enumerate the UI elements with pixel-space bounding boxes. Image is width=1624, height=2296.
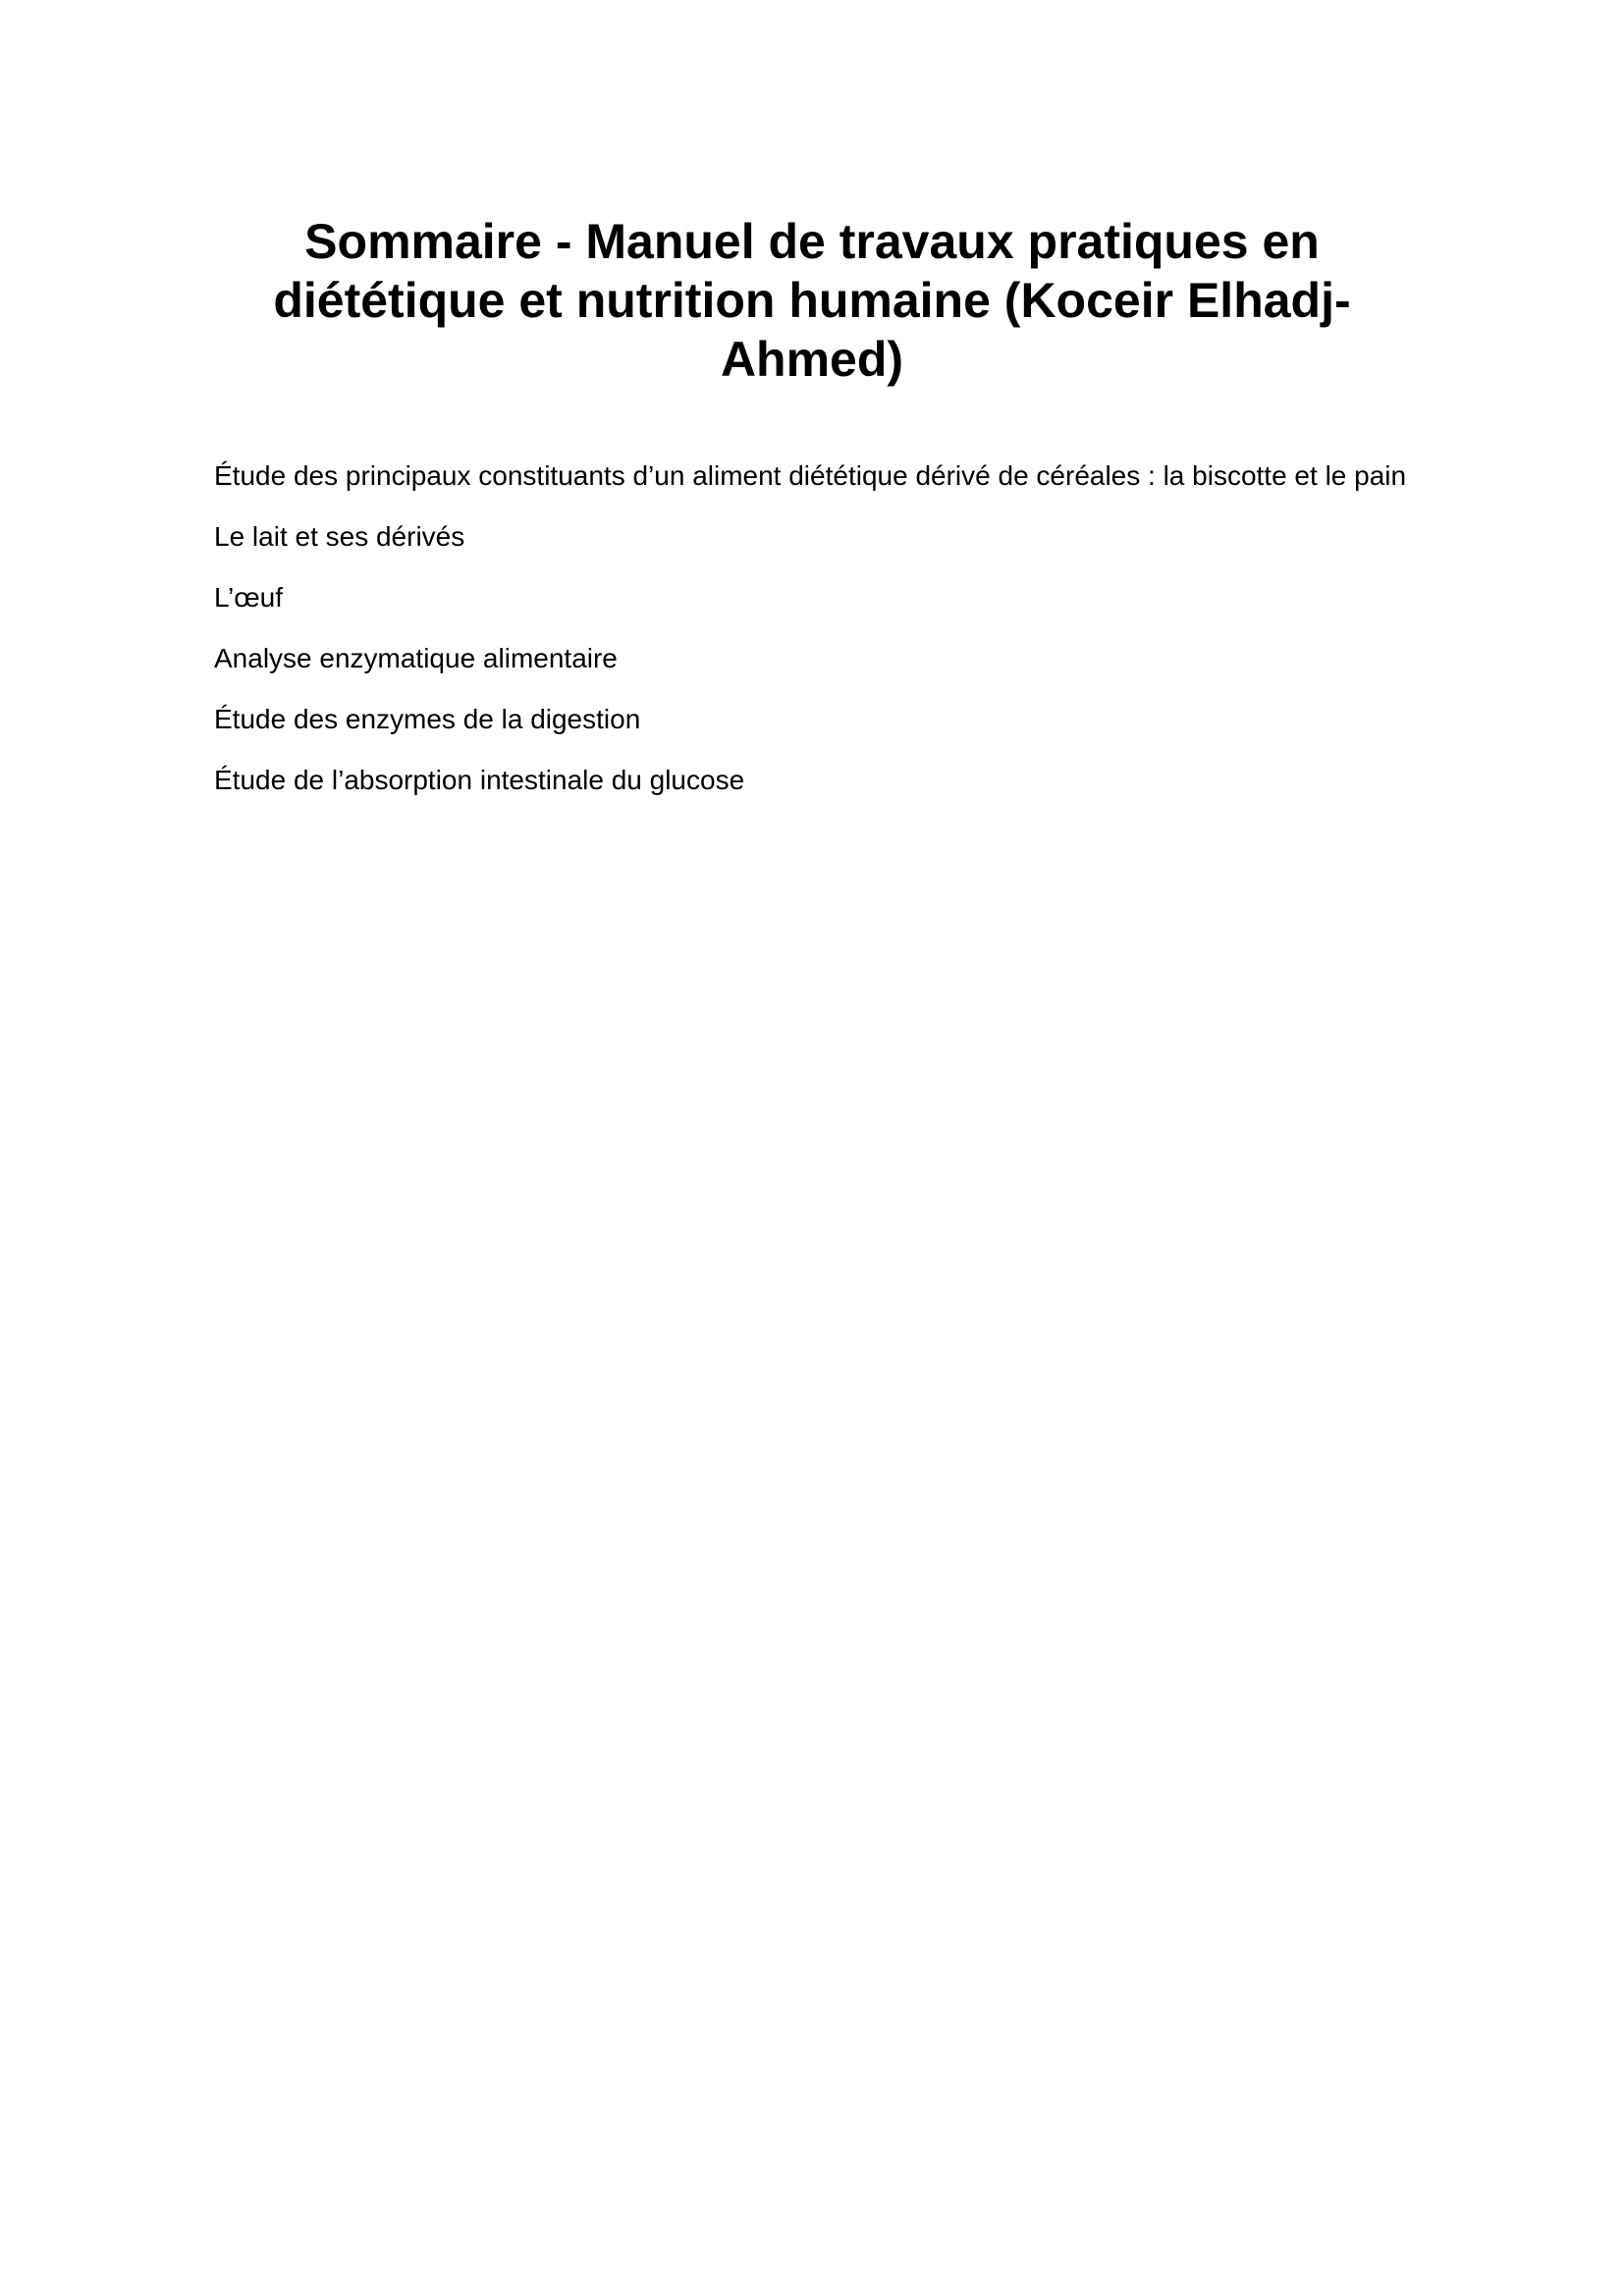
toc-item: Étude de l’absorption intestinale du glucose bbox=[214, 765, 745, 795]
toc-item: Étude des enzymes de la digestion bbox=[214, 704, 641, 734]
toc-item: L’œuf bbox=[214, 582, 284, 613]
toc-item: Analyse enzymatique alimentaire bbox=[214, 643, 618, 673]
toc-item: Le lait et ses dérivés bbox=[214, 521, 465, 552]
table-of-contents bbox=[214, 459, 1490, 825]
page-title: Sommaire - Manuel de travaux pratiques en diététique et nutrition humaine (Koceir Elhadj-Ahmed) bbox=[273, 214, 1351, 387]
toc-item: Étude des principaux constituants d’un aliment diététique dérivé de céréales : la biscotte et le pain bbox=[214, 460, 1407, 491]
